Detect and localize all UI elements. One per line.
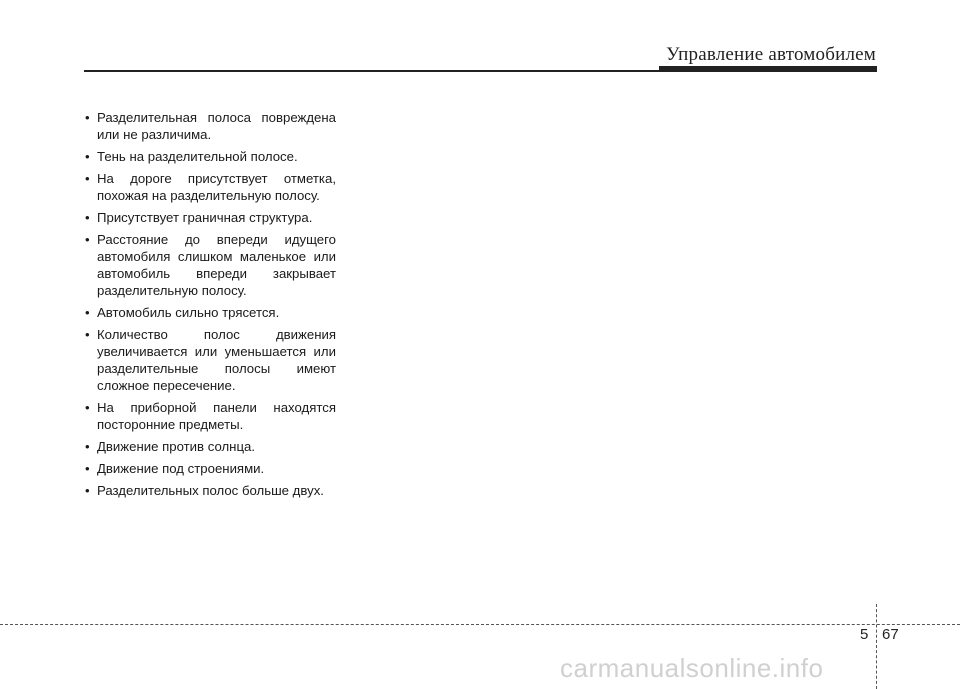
- header-rule-accent: [659, 66, 877, 72]
- list-item: • Количество полос движения увеличивается или уменьшается или разделительные полосы имеют сложное пересечение.: [85, 327, 336, 393]
- list-item: • Тень на разделительной полосе.: [85, 149, 298, 164]
- footer-divider: [876, 604, 877, 689]
- bullet-icon: •: [85, 171, 90, 186]
- bullet-icon: •: [85, 110, 90, 125]
- list-item: • Разделительная полоса повреждена или не различима.: [85, 110, 336, 142]
- list-item: • Присутствует граничная структура.: [85, 210, 313, 225]
- list-item: • Разделительных полос больше двух.: [85, 483, 324, 498]
- list-item: • Движение под строениями.: [85, 461, 265, 476]
- bullet-icon: •: [85, 327, 90, 342]
- bullet-icon: •: [85, 210, 90, 225]
- list-item: • Движение против солнца.: [85, 439, 256, 454]
- chapter-number: 5: [860, 626, 869, 643]
- bullet-icon: •: [85, 305, 90, 320]
- list-item: • Автомобиль сильно трясется.: [85, 305, 280, 320]
- page-number: 67: [882, 626, 899, 643]
- bullet-icon: •: [85, 483, 90, 498]
- list-item: • Расстояние до впереди идущего автомобиля слишком маленькое или автомобиль впереди закрывает разделительную полосу.: [85, 232, 336, 298]
- list-item: • На приборной панели находятся посторонние предметы.: [85, 400, 336, 432]
- bullet-icon: •: [85, 149, 90, 164]
- bullet-icon: •: [85, 439, 90, 454]
- bullet-icon: •: [85, 232, 90, 247]
- header-rule: [84, 70, 659, 72]
- page-title: Управление автомобилем: [666, 44, 876, 65]
- watermark: carmanualsonline.info: [560, 653, 824, 683]
- footer-rule: [0, 624, 960, 625]
- bullet-icon: •: [85, 400, 90, 415]
- condition-list: [84, 109, 336, 504]
- list-item: • На дороге присутствует отметка, похожая на разделительную полосу.: [85, 171, 336, 203]
- bullet-icon: •: [85, 461, 90, 476]
